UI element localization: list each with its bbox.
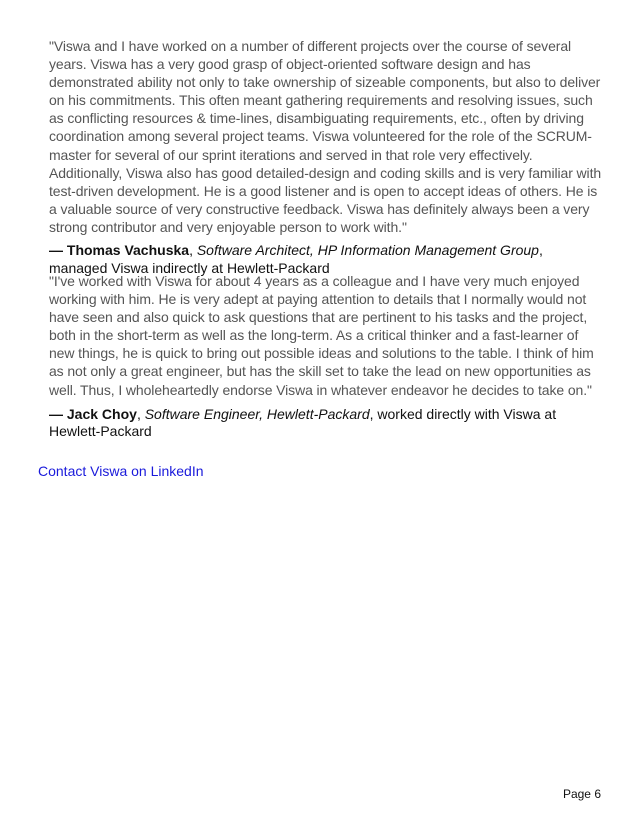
recommender-relation: , worked directly with Viswa at Hewlett-Packard — [49, 405, 557, 440]
recommender-name-text: Thomas Vachuska — [66, 242, 190, 259]
attribution-dash: — — [49, 405, 67, 422]
recommendation — [49, 272, 605, 441]
recommendation-quote: "I've worked with Viswa for about 4 years as a colleague and I have very much enjoyed working with him. He is very adept at paying attention to details that I normally would not have seen and also quick to ask questions that are pertinent to his tasks and the project, both in the short-term as well as the long-term. As a critical thinker and a fast-learner of new things, he is quick to bring out possible ideas and solutions to the table. I think of him as not only a great engineer, but has the skill set to take the lead on new opportunities as well. Thus, I wholeheartedly endorse Viswa in whatever endeavor he decides to take on." — [49, 273, 594, 398]
attribution-separator: , — [189, 242, 197, 259]
recommender-relation: , managed Viswa indirectly at Hewlett-Packard — [49, 242, 543, 276]
recommender-name — [49, 406, 137, 422]
attribution-dash: — — [49, 242, 67, 259]
recommendation-quote: "Viswa and I have worked on a number of different projects over the course of several years. Viswa has a very good grasp of object-oriented software design and has demonstrated ability not only to take ownership of sizeable components, but also to deliver on his commitments. This often meant gathering requirements and resolving issues, such as conflicting resources & time-lines, disambiguating requirements, etc., often by driving coordination among several project teams. Viswa volunteered for the role of the SCRUM-master for several of our sprint iterations and served in that role very effectively. Additionally, Viswa also has good detailed-design and coding skills and is very familiar with test-driven development. He is a good listener and is open to accept ideas of others. He is a valuable source of very constructive feedback. Viswa has definitely always been a very strong contributor and very enjoyable person to work with." — [49, 38, 602, 235]
recommender-name — [49, 242, 189, 258]
contact-linkedin-link[interactable]: Contact Viswa on LinkedIn — [38, 463, 204, 479]
recommender-title: Software Engineer, Hewlett-Packard — [144, 405, 370, 422]
recommender-title: Software Architect, HP Information Management Group — [196, 242, 539, 259]
attribution-separator: , — [136, 405, 145, 422]
recommendation — [49, 37, 605, 277]
page-number: Page 6 — [562, 787, 601, 801]
recommender-name-text: Jack Choy — [66, 405, 137, 422]
recommendation-attribution — [49, 406, 605, 441]
